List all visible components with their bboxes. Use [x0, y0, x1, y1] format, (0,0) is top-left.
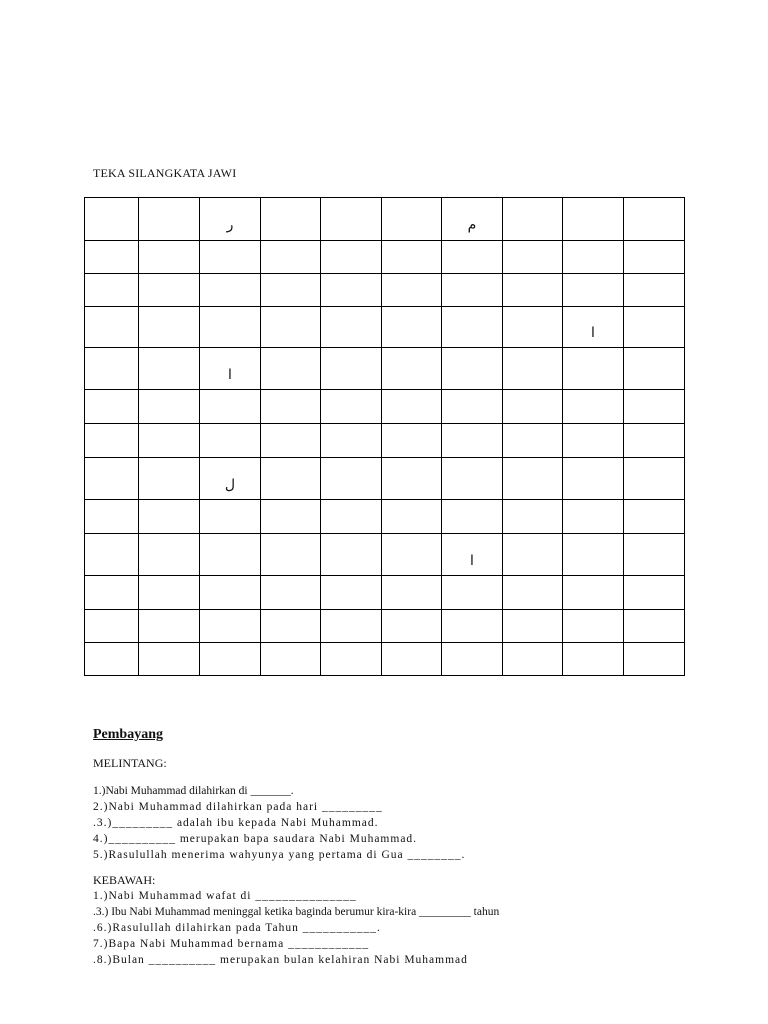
grid-cell: [382, 390, 442, 424]
grid-cell: [624, 610, 685, 643]
grid-cell: [261, 348, 321, 390]
grid-row: [85, 534, 685, 576]
grid-row: [85, 307, 685, 348]
grid-cell: [139, 576, 200, 610]
grid-cell: [563, 500, 624, 534]
grid-cell: [503, 348, 563, 390]
grid-cell: [261, 458, 321, 500]
grid-cell: [624, 576, 685, 610]
grid-row: [85, 610, 685, 643]
grid-cell: [563, 198, 624, 241]
grid-cell: [200, 534, 261, 576]
across-clue: 4.)__________ merupakan bapa saudara Nabi Muhammad.: [93, 833, 418, 845]
grid-cell: [382, 500, 442, 534]
grid-cell: [321, 610, 382, 643]
grid-cell: [503, 198, 563, 241]
grid-cell: [139, 534, 200, 576]
down-clues: [93, 888, 733, 968]
jawi-letter: ا: [228, 366, 232, 383]
grid-cell: [442, 307, 503, 348]
grid-cell: [563, 307, 624, 348]
grid-cell: [85, 348, 139, 390]
grid-cell: [624, 424, 685, 458]
grid-cell: [503, 241, 563, 274]
grid-row: [85, 348, 685, 390]
grid-row: [85, 198, 685, 241]
grid-cell: [85, 307, 139, 348]
grid-row: [85, 576, 685, 610]
grid-cell: [382, 458, 442, 500]
grid-cell: [261, 241, 321, 274]
down-clue: 1.)Nabi Muhammad wafat di _______________: [93, 890, 357, 902]
grid-cell: [261, 610, 321, 643]
grid-cell: [261, 198, 321, 241]
page-title: TEKA SILANGKATA JAWI: [93, 166, 237, 180]
grid-cell: [261, 307, 321, 348]
grid-cell: [442, 390, 503, 424]
across-clues: [93, 783, 733, 863]
grid-cell: [624, 307, 685, 348]
grid-cell: [442, 458, 503, 500]
grid-cell: [442, 274, 503, 307]
grid-cell: [200, 307, 261, 348]
grid-cell: [139, 390, 200, 424]
grid-cell: [503, 274, 563, 307]
grid-cell: [563, 390, 624, 424]
grid-cell: [382, 198, 442, 241]
grid-cell: [624, 198, 685, 241]
grid-cell: [200, 643, 261, 676]
grid-cell: [85, 458, 139, 500]
grid-cell: [261, 576, 321, 610]
grid-cell: [442, 576, 503, 610]
grid-cell: [563, 534, 624, 576]
grid-cell: [261, 534, 321, 576]
grid-cell: [382, 534, 442, 576]
grid-cell: [85, 198, 139, 241]
grid-cell: [85, 274, 139, 307]
grid-cell: [139, 643, 200, 676]
grid-cell: [624, 500, 685, 534]
grid-cell: [200, 198, 261, 241]
grid-row: [85, 500, 685, 534]
grid-cell: [85, 500, 139, 534]
grid-cell: [503, 500, 563, 534]
grid-cell: [382, 241, 442, 274]
grid-cell: [139, 500, 200, 534]
across-clue: 1.)Nabi Muhammad dilahirkan di _______.: [93, 785, 294, 797]
grid-cell: [624, 241, 685, 274]
grid-cell: [200, 610, 261, 643]
jawi-letter: ر: [226, 217, 234, 233]
grid-row: [85, 274, 685, 307]
grid-cell: [321, 307, 382, 348]
clues-section: [93, 727, 733, 978]
grid-cell: [442, 198, 503, 241]
grid-cell: [382, 576, 442, 610]
grid-cell: [503, 307, 563, 348]
grid-cell: [624, 534, 685, 576]
grid-cell: [321, 390, 382, 424]
down-clue: .3.) Ibu Nabi Muhammad meninggal ketika baginda berumur kira-kira _________ tahun: [93, 906, 500, 918]
grid-cell: [442, 348, 503, 390]
grid-cell: [200, 348, 261, 390]
grid-row: [85, 458, 685, 500]
grid-cell: [85, 424, 139, 458]
grid-cell: [139, 610, 200, 643]
grid-cell: [321, 198, 382, 241]
grid-cell: [503, 458, 563, 500]
grid-cell: [85, 534, 139, 576]
grid-cell: [442, 500, 503, 534]
grid-row: [85, 424, 685, 458]
down-clue: .6.)Rasulullah dilahirkan pada Tahun ___________.: [93, 922, 381, 934]
grid-cell: [200, 424, 261, 458]
grid-cell: [382, 424, 442, 458]
grid-cell: [382, 643, 442, 676]
grid-cell: [503, 534, 563, 576]
grid-cell: [139, 198, 200, 241]
grid-cell: [85, 241, 139, 274]
grid-cell: [442, 534, 503, 576]
grid-cell: [200, 500, 261, 534]
grid-row: [85, 390, 685, 424]
grid-cell: [442, 643, 503, 676]
grid-cell: [442, 241, 503, 274]
grid-cell: [503, 610, 563, 643]
grid-cell: [563, 610, 624, 643]
grid-cell: [139, 458, 200, 500]
grid-cell: [563, 458, 624, 500]
grid-row: [85, 643, 685, 676]
across-clue: .3.)_________ adalah ibu kepada Nabi Muhammad.: [93, 817, 379, 829]
grid-cell: [321, 348, 382, 390]
grid-cell: [200, 390, 261, 424]
grid-cell: [261, 424, 321, 458]
grid-cell: [139, 274, 200, 307]
grid-cell: [200, 241, 261, 274]
grid-cell: [200, 576, 261, 610]
grid-cell: [85, 576, 139, 610]
grid-row: [85, 241, 685, 274]
grid-cell: [321, 274, 382, 307]
grid-cell: [563, 643, 624, 676]
grid-cell: [261, 274, 321, 307]
across-clue: 2.)Nabi Muhammad dilahirkan pada hari _________: [93, 801, 383, 813]
grid-cell: [321, 241, 382, 274]
grid-cell: [382, 274, 442, 307]
grid-cell: [563, 424, 624, 458]
grid-cell: [261, 390, 321, 424]
grid-cell: [624, 643, 685, 676]
jawi-letter: ا: [591, 325, 595, 341]
grid-cell: [563, 241, 624, 274]
grid-cell: [139, 241, 200, 274]
grid-cell: [321, 534, 382, 576]
grid-cell: [139, 424, 200, 458]
jawi-letter: م: [467, 217, 477, 233]
grid-cell: [503, 424, 563, 458]
grid-cell: [85, 643, 139, 676]
grid-cell: [624, 274, 685, 307]
grid-cell: [85, 610, 139, 643]
grid-cell: [563, 348, 624, 390]
grid-cell: [321, 424, 382, 458]
grid-cell: [261, 500, 321, 534]
grid-cell: [321, 576, 382, 610]
grid-cell: [624, 458, 685, 500]
grid-cell: [321, 643, 382, 676]
grid-cell: [442, 424, 503, 458]
grid-cell: [624, 348, 685, 390]
clues-heading: Pembayang: [93, 727, 163, 742]
grid-cell: [85, 390, 139, 424]
down-clue: .8.)Bulan __________ merupakan bulan kelahiran Nabi Muhammad: [93, 954, 468, 966]
grid-cell: [563, 576, 624, 610]
jawi-letter: ل: [224, 476, 236, 493]
crossword-grid: [84, 197, 685, 676]
grid-cell: [503, 390, 563, 424]
across-clue: 5.)Rasulullah menerima wahyunya yang pertama di Gua ________.: [93, 849, 466, 861]
grid-cell: [261, 643, 321, 676]
jawi-letter: ا: [470, 552, 474, 569]
down-clue: 7.)Bapa Nabi Muhammad bernama ____________: [93, 938, 370, 950]
grid-cell: [563, 274, 624, 307]
grid-cell: [382, 307, 442, 348]
grid-cell: [503, 576, 563, 610]
grid-cell: [624, 390, 685, 424]
grid-cell: [321, 500, 382, 534]
grid-cell: [503, 643, 563, 676]
grid-cell: [321, 458, 382, 500]
grid-cell: [382, 348, 442, 390]
grid-cell: [382, 610, 442, 643]
grid-cell: [200, 458, 261, 500]
grid-cell: [442, 610, 503, 643]
down-label: KEBAWAH:: [93, 873, 156, 887]
across-label: MELINTANG:: [93, 756, 167, 770]
grid-cell: [200, 274, 261, 307]
grid-cell: [139, 307, 200, 348]
grid-cell: [139, 348, 200, 390]
